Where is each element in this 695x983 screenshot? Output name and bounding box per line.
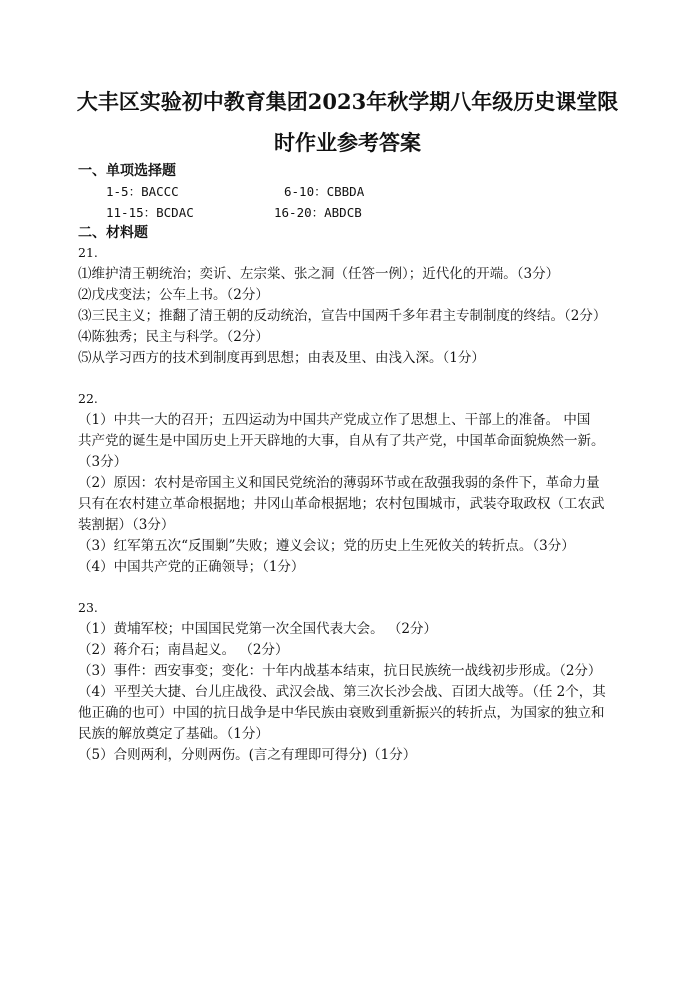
q21-line-5: ⑸从学习西方的技术到制度再到思想；由表及里、由浅入深。（1分） [78, 350, 485, 366]
q22-line-5: 只有在农村建立革命根据地；井冈山革命根据地；农村包围城市，武装夺取政权（工农武 [78, 496, 605, 512]
q23-number: 23. [78, 600, 98, 615]
q23-line-4: （4）平型关大捷、台儿庄战役、武汉会战、第三次长沙会战、百团大战等。（任 2个，其 [78, 684, 606, 700]
mc-answer-11-15: 11-15：BCDAC [106, 205, 194, 220]
q23-line-6: 民族的解放奠定了基础。（1分） [78, 726, 269, 742]
q22-number: 22. [78, 391, 98, 406]
q22-line-8: （4）中国共产党的正确领导；（1分） [78, 559, 305, 575]
q23-line-2: （2）蒋介石；南昌起义。 （2分） [78, 642, 289, 658]
q22-line-2: 共产党的诞生是中国历史上开天辟地的大事，自从有了共产党，中国革命面貌焕然一新。 [78, 433, 605, 449]
mc-answer-16-20: 16-20：ABDCB [274, 205, 362, 220]
mc-answer-1-5: 1-5：BACCC [106, 184, 179, 199]
q21-line-2: ⑵戊戌变法；公车上书。（2分） [78, 287, 269, 303]
q22-line-1: （1）中共一大的召开；五四运动为中国共产党成立作了思想上、干部上的准备。 中国 [78, 412, 591, 428]
q21-line-4: ⑷陈独秀；民主与科学。（2分） [78, 329, 269, 345]
q22-line-6: 装割据）（3分） [78, 517, 175, 533]
q21-line-1: ⑴维护清王朝统治；奕䜣、左宗棠、张之洞（任答一例）；近代化的开端。（3分） [78, 266, 560, 282]
page-title-line2: 时作业参考答案 [274, 130, 421, 155]
page-title-line1: 大丰区实验初中教育集团2023年秋学期八年级历史课堂限 [76, 89, 619, 114]
q21-number: 21. [78, 245, 98, 260]
q23-line-5: 他正确的也可）中国的抗日战争是中华民族由衰败到重新振兴的转折点，为国家的独立和 [78, 705, 605, 721]
q23-line-3: （3）事件：西安事变；变化：十年内战基本结束，抗日民族统一战线初步形成。（2分） [78, 663, 602, 679]
mc-answer-6-10: 6-10：CBBDA [284, 184, 365, 199]
section2-heading: 二、材料题 [78, 225, 148, 241]
q22-line-3: （3分） [78, 454, 128, 470]
q23-line-1: （1）黄埔军校；中国国民党第一次全国代表大会。 （2分） [78, 621, 437, 637]
q22-line-7: （3）红军第五次“反围剿”失败；遵义会议；党的历史上生死攸关的转折点。（3分） [78, 538, 575, 554]
q21-line-3: ⑶三民主义；推翻了清王朝的反动统治，宣告中国两千多年君主专制制度的终结。（2分） [78, 308, 607, 324]
q22-line-4: （2）原因：农村是帝国主义和国民党统治的薄弱环节或在敌强我弱的条件下，革命力量 [78, 475, 600, 491]
section1-heading: 一、单项选择题 [78, 163, 176, 179]
q23-line-7: （5）合则两利，分则两伤。(言之有理即可得分)（1分） [78, 747, 417, 763]
